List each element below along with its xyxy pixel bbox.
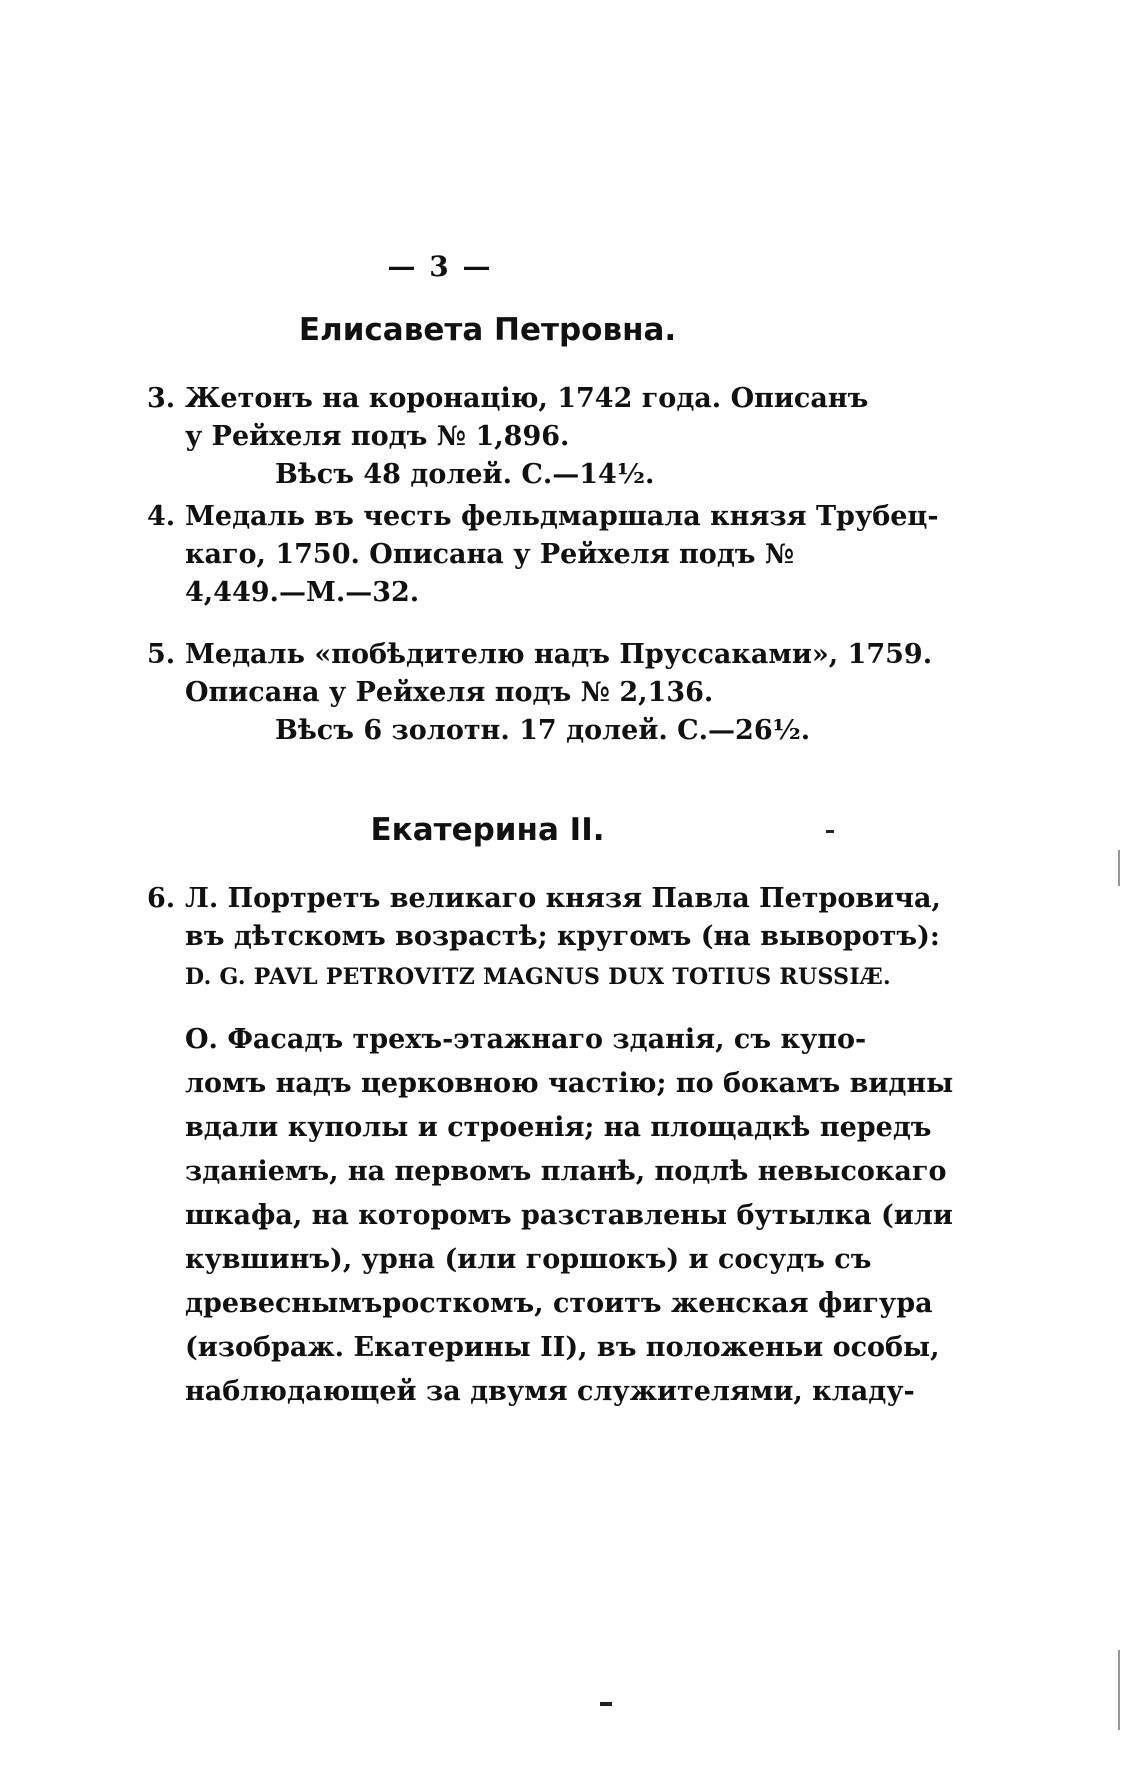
paragraph-line: зданіемъ, на первомъ планѣ, подлѣ невысокаго: [185, 1156, 947, 1187]
entry-5: [147, 636, 933, 750]
entry-weight: Вѣсъ 6 золотн. 17 долей. С.—26½.: [275, 715, 811, 746]
entry-line: 3. Жетонъ на коронацію, 1742 года. Описанъ: [185, 380, 790, 418]
section-heading-catherine: Екатерина II.: [370, 812, 605, 848]
paragraph-line: вдали куполы и строенія; на площадкѣ передъ: [185, 1112, 932, 1143]
entry-6: [147, 880, 941, 996]
page-number: — 3 —: [387, 250, 493, 283]
paragraph-line: шкафа, на которомъ разставлены бутылка (или: [185, 1200, 953, 1231]
entry-3: [147, 380, 869, 494]
entry-line: каго, 1750. Описана у Рейхеля подъ №: [185, 539, 795, 570]
section-heading-elizabeth: Елисавета Петровна.: [298, 312, 677, 348]
scan-edge-mark: [1118, 850, 1120, 886]
entry-line: у Рейхеля подъ № 1,896.: [185, 421, 570, 452]
entry-number: 5.: [147, 639, 176, 670]
entry-line: Описана у Рейхеля подъ № 2,136.: [185, 677, 714, 708]
reverse-description: [185, 1018, 954, 1414]
paragraph-line: древеснымъросткомъ, стоитъ женская фигура: [185, 1288, 933, 1319]
entry-line: 4. Медаль въ честь фельдмаршала князя Трубец-: [185, 498, 790, 536]
entry-number: 4.: [147, 501, 176, 532]
scan-speck: [826, 830, 834, 833]
paragraph-line: наблюдающей за двумя служителями, кладу-: [185, 1376, 915, 1407]
entry-line: 5. Медаль «побѣдителю надъ Пруссаками», 1759.: [185, 636, 790, 674]
scan-edge-mark: [1118, 1650, 1120, 1730]
entry-number: 3.: [147, 383, 176, 414]
entry-line: 4,449.—М.—32.: [185, 577, 420, 608]
paragraph-line: кувшинъ), урна (или горшокъ) и сосудъ съ: [185, 1244, 872, 1275]
entry-line: въ дѣтскомъ возрастѣ; кругомъ (на выворотъ):: [185, 921, 940, 952]
paragraph-line: ломъ надъ церковною частію; по бокамъ видны: [185, 1068, 954, 1099]
entry-4: [147, 498, 939, 612]
paragraph-line: О. Фасадъ трехъ-этажнаго зданія, съ купо-: [185, 1024, 867, 1055]
coin-legend: D. G. PAVL PETROVITZ MAGNUS DUX TOTIUS RUSSIÆ.: [185, 964, 891, 990]
scan-speck: [600, 1702, 612, 1706]
entry-weight: Вѣсъ 48 долей. С.—14½.: [275, 459, 655, 490]
entry-line: 6. Л. Портретъ великаго князя Павла Петровича,: [185, 880, 790, 918]
entry-number: 6.: [147, 883, 176, 914]
paragraph-line: (изображ. Екатерины II), въ положеньи особы,: [185, 1332, 940, 1363]
